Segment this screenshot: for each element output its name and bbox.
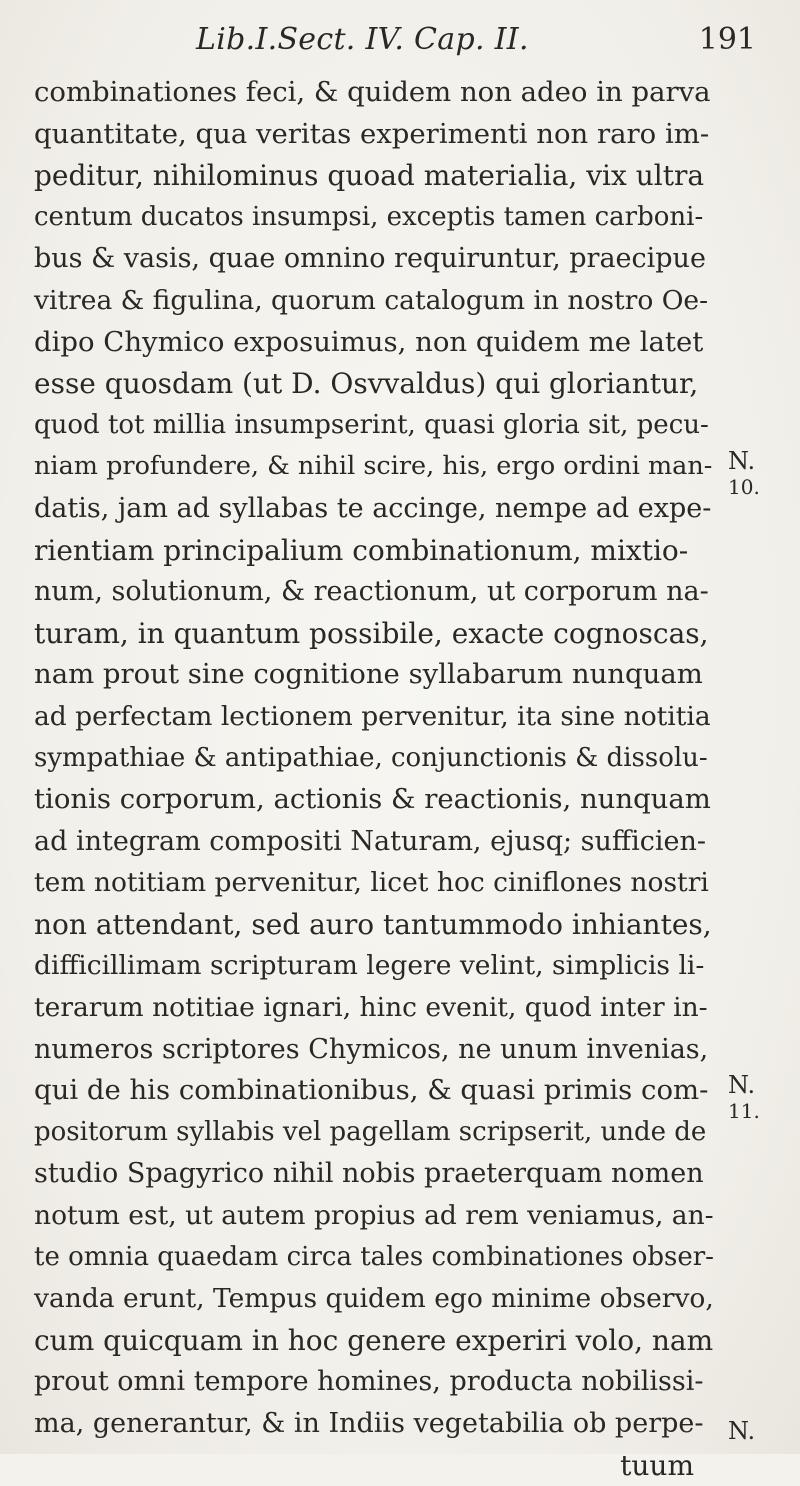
text-line: niam profundere, & nihil scire, his, ergo ordini man-: [34, 451, 713, 482]
margin-note-number: 11.: [728, 1099, 760, 1123]
text-line: ad perfectam lectionem pervenitur, ita sine notitia: [34, 700, 711, 732]
text-line: terarum notitiae ignari, hinc evenit, quod inter in-: [34, 992, 708, 1024]
margin-note-letter: N.: [728, 1417, 756, 1445]
text-line: vitrea & figulina, quorum catalogum in nostro Oe-: [34, 284, 709, 316]
text-line: difficillimam scripturam legere velint, simplicis li-: [34, 950, 705, 982]
text-line: quantitate, qua veritas experimenti non raro im-: [34, 117, 710, 150]
text-line: qui de his combinationibus, & quasi primis com-: [34, 1074, 709, 1107]
text-line: esse quosdam (ut D. Osvvaldus) qui gloriantur,: [34, 367, 699, 401]
page-header: [196, 18, 756, 64]
text-line: bus & vasis, quae omnino requiruntur, praecipue: [34, 243, 706, 275]
text-line: prout omni tempore homines, producta nobilissi-: [34, 1366, 704, 1398]
text-line: vanda erunt, Tempus quidem ego minime observo,: [34, 1283, 714, 1315]
text-line: combinationes feci, & quidem non adeo in parva: [34, 76, 711, 108]
text-line: te omnia quaedam circa tales combinationes obser-: [34, 1241, 714, 1272]
text-line: ma, generantur, & in Indiis vegetabilia ob perpe-: [34, 1408, 704, 1439]
running-head: Lib.I.Sect. IV. Cap. II.: [196, 22, 529, 57]
text-line: ad integram compositi Naturam, ejusq; sufficien-: [34, 825, 706, 857]
text-line: tem notitiam pervenitur, licet hoc ciniflones nostri: [34, 867, 709, 899]
margin-note-11: [728, 1072, 788, 1124]
margin-note-10: [728, 448, 788, 500]
text-line: turam, in quantum possibile, exacte cognoscas,: [34, 616, 709, 650]
text-line: datis, jam ad syllabas te accinge, nempe ad expe-: [34, 492, 712, 524]
margin-note-number: 10.: [728, 475, 760, 499]
catchword: tuum: [620, 1448, 694, 1482]
text-line: quod tot millia insumpserint, quasi gloria sit, pecu-: [34, 409, 709, 440]
text-line: dipo Chymico exposuimus, non quidem me latet: [34, 325, 704, 358]
text-line: centum ducatos insumpsi, exceptis tamen carboni-: [34, 201, 704, 232]
body-text: [34, 72, 714, 1486]
text-line: positorum syllabis vel pagellam scripserit, unde de: [34, 1116, 707, 1147]
text-line: notum est, ut autem propius ad rem veniamus, an-: [34, 1200, 714, 1232]
margin-note-letter: N.: [728, 447, 756, 475]
text-line: numeros scriptores Chymicos, ne unum invenias,: [34, 1033, 709, 1065]
text-line: tionis corporum, actionis & reactionis, nunquam: [34, 783, 711, 816]
text-line: studio Spagyrico nihil nobis praeterquam nomen: [34, 1158, 704, 1190]
text-line: rientiam principalium combinationum, mixtio-: [34, 533, 689, 567]
margin-note-letter: N.: [728, 1071, 756, 1099]
margin-note-12: [728, 1418, 788, 1444]
text-line: sympathiae & antipathiae, conjunctionis & dissolu-: [34, 742, 708, 773]
page-number: 191: [698, 22, 756, 57]
text-line: cum quicquam in hoc genere experiri volo, nam: [34, 1323, 714, 1357]
text-line: non attendant, sed auro tantummodo inhiantes,: [34, 907, 712, 941]
text-line: num, solutionum, & reactionum, ut corporum na-: [34, 576, 709, 608]
text-line: nam prout sine cognitione syllabarum nunquam: [34, 658, 703, 691]
text-line: peditur, nihilominus quoad materialia, vix ultra: [34, 159, 705, 193]
